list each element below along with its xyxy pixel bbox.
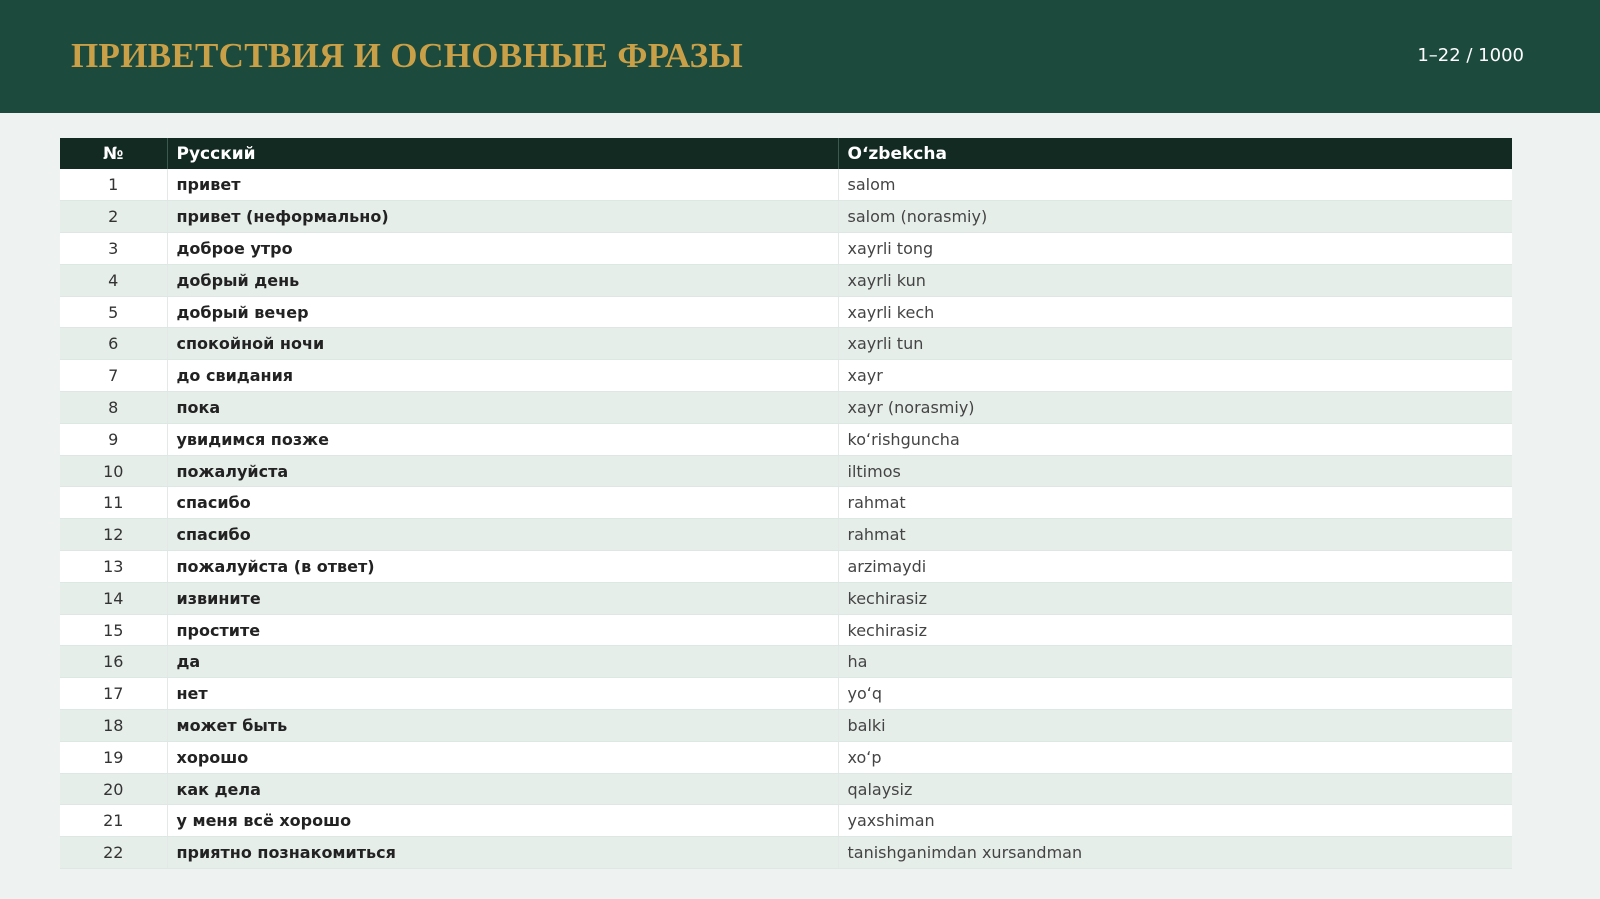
- table-row: [60, 678, 1512, 710]
- russian-phrase: увидимся позже: [167, 423, 838, 455]
- russian-phrase: да: [167, 646, 838, 678]
- table-row: [60, 392, 1512, 424]
- row-number: 13: [60, 551, 167, 583]
- russian-phrase: пожалуйста (в ответ): [167, 551, 838, 583]
- russian-phrase: спокойной ночи: [167, 328, 838, 360]
- row-number: 17: [60, 678, 167, 710]
- russian-phrase: спасибо: [167, 487, 838, 519]
- row-number: 15: [60, 614, 167, 646]
- russian-phrase: как дела: [167, 773, 838, 805]
- column-header-number: №: [60, 138, 167, 169]
- row-number: 22: [60, 837, 167, 869]
- page-header: [0, 0, 1600, 113]
- row-number: 19: [60, 741, 167, 773]
- uzbek-phrase: xayr (norasmiy): [838, 392, 1512, 424]
- russian-phrase: пожалуйста: [167, 455, 838, 487]
- table-row: [60, 233, 1512, 265]
- uzbek-phrase: iltimos: [838, 455, 1512, 487]
- russian-phrase: привет: [167, 169, 838, 201]
- uzbek-phrase: kechirasiz: [838, 614, 1512, 646]
- table-row: [60, 551, 1512, 583]
- page-title: ПРИВЕТСТВИЯ И ОСНОВНЫЕ ФРАЗЫ: [71, 36, 744, 75]
- uzbek-phrase: balki: [838, 710, 1512, 742]
- uzbek-phrase: rahmat: [838, 487, 1512, 519]
- table-row: [60, 519, 1512, 551]
- uzbek-phrase: xayrli kech: [838, 296, 1512, 328]
- table-row: [60, 805, 1512, 837]
- uzbek-phrase: xoʻp: [838, 741, 1512, 773]
- table-row: [60, 710, 1512, 742]
- russian-phrase: привет (неформально): [167, 201, 838, 233]
- russian-phrase: хорошо: [167, 741, 838, 773]
- uzbek-phrase: yoʻq: [838, 678, 1512, 710]
- row-number: 5: [60, 296, 167, 328]
- row-number: 3: [60, 233, 167, 265]
- russian-phrase: приятно познакомиться: [167, 837, 838, 869]
- row-number: 8: [60, 392, 167, 424]
- table-row: [60, 328, 1512, 360]
- row-number: 18: [60, 710, 167, 742]
- table-row: [60, 741, 1512, 773]
- russian-phrase: добрый день: [167, 264, 838, 296]
- row-number: 16: [60, 646, 167, 678]
- row-number: 12: [60, 519, 167, 551]
- table-row: [60, 201, 1512, 233]
- russian-phrase: добрый вечер: [167, 296, 838, 328]
- table-row: [60, 773, 1512, 805]
- uzbek-phrase: qalaysiz: [838, 773, 1512, 805]
- uzbek-phrase: xayrli tong: [838, 233, 1512, 265]
- uzbek-phrase: arzimaydi: [838, 551, 1512, 583]
- row-number: 11: [60, 487, 167, 519]
- uzbek-phrase: tanishganimdan xursandman: [838, 837, 1512, 869]
- russian-phrase: спасибо: [167, 519, 838, 551]
- table-body: [60, 169, 1512, 869]
- phrase-table: [60, 138, 1512, 869]
- russian-phrase: может быть: [167, 710, 838, 742]
- russian-phrase: нет: [167, 678, 838, 710]
- uzbek-phrase: xayrli tun: [838, 328, 1512, 360]
- uzbek-phrase: ha: [838, 646, 1512, 678]
- row-number: 1: [60, 169, 167, 201]
- russian-phrase: пока: [167, 392, 838, 424]
- uzbek-phrase: xayr: [838, 360, 1512, 392]
- page-range-indicator: 1–22 / 1000: [1417, 45, 1524, 66]
- table-row: [60, 646, 1512, 678]
- table-row: [60, 169, 1512, 201]
- row-number: 2: [60, 201, 167, 233]
- table-row: [60, 582, 1512, 614]
- table-row: [60, 487, 1512, 519]
- table-row: [60, 296, 1512, 328]
- table-row: [60, 264, 1512, 296]
- row-number: 9: [60, 423, 167, 455]
- uzbek-phrase: rahmat: [838, 519, 1512, 551]
- table-row: [60, 455, 1512, 487]
- column-header-uzbek: Oʻzbekcha: [838, 138, 1512, 169]
- uzbek-phrase: salom (norasmiy): [838, 201, 1512, 233]
- uzbek-phrase: kechirasiz: [838, 582, 1512, 614]
- table-row: [60, 614, 1512, 646]
- row-number: 14: [60, 582, 167, 614]
- uzbek-phrase: yaxshiman: [838, 805, 1512, 837]
- russian-phrase: до свидания: [167, 360, 838, 392]
- russian-phrase: простите: [167, 614, 838, 646]
- russian-phrase: у меня всё хорошо: [167, 805, 838, 837]
- row-number: 6: [60, 328, 167, 360]
- uzbek-phrase: koʻrishguncha: [838, 423, 1512, 455]
- row-number: 21: [60, 805, 167, 837]
- row-number: 7: [60, 360, 167, 392]
- table-header-row: [60, 138, 1512, 169]
- russian-phrase: извините: [167, 582, 838, 614]
- row-number: 20: [60, 773, 167, 805]
- table-row: [60, 423, 1512, 455]
- row-number: 10: [60, 455, 167, 487]
- row-number: 4: [60, 264, 167, 296]
- uzbek-phrase: xayrli kun: [838, 264, 1512, 296]
- column-header-russian: Русский: [167, 138, 838, 169]
- table-row: [60, 360, 1512, 392]
- uzbek-phrase: salom: [838, 169, 1512, 201]
- table-row: [60, 837, 1512, 869]
- russian-phrase: доброе утро: [167, 233, 838, 265]
